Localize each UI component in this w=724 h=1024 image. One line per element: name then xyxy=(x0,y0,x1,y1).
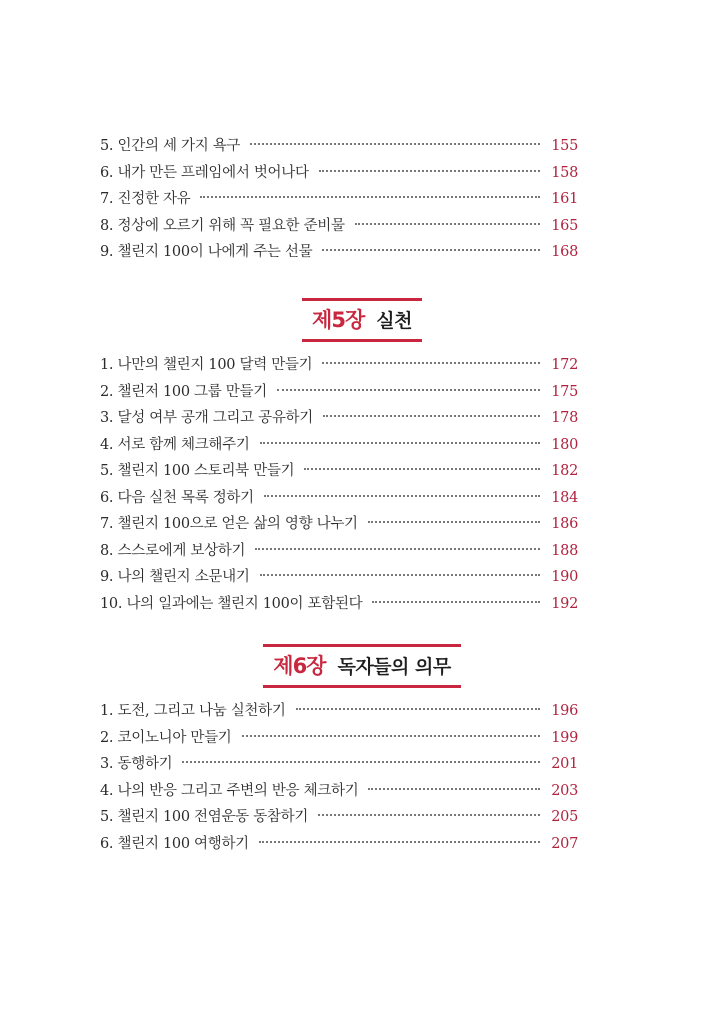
toc-entry-title: 8. 정상에 오르기 위해 꼭 필요한 준비물 xyxy=(100,217,345,234)
toc-entry-page: 207 xyxy=(551,835,578,852)
dot-leader xyxy=(260,442,540,444)
toc-entry-title: 4. 나의 반응 그리고 주변의 반응 체크하기 xyxy=(100,782,359,799)
dot-leader xyxy=(250,143,540,145)
chapter-title: 독자들의 의무 xyxy=(337,655,451,678)
toc-entry-page: 205 xyxy=(551,809,578,825)
toc-entry-title: 8. 스스로에게 보상하기 xyxy=(100,542,246,559)
toc-entry[interactable] xyxy=(100,591,578,618)
dot-leader xyxy=(277,389,540,391)
dot-leader xyxy=(296,708,540,710)
toc-entry-title: 3. 동행하기 xyxy=(100,756,173,772)
dot-leader xyxy=(182,761,540,763)
toc-entry-title: 10. 나의 일과에는 챌린지 100이 포함된다 xyxy=(100,595,363,612)
toc-entry-title: 6. 내가 만든 프레임에서 벗어나다 xyxy=(100,164,309,181)
chapter-number: 제5장 xyxy=(312,308,365,332)
toc-entry-page: 178 xyxy=(551,410,578,426)
dot-leader xyxy=(368,788,540,790)
toc-entry-title: 9. 나의 챌린지 소문내기 xyxy=(100,569,250,585)
toc-entry-page: 155 xyxy=(551,138,578,154)
toc-entry-page: 180 xyxy=(551,436,578,453)
toc-entry[interactable] xyxy=(100,511,578,538)
dot-leader xyxy=(372,601,540,603)
dot-leader xyxy=(264,495,540,497)
toc-entry-title: 2. 코이노니아 만들기 xyxy=(100,729,232,746)
toc-entry-title: 5. 챌린지 100 전염운동 동참하기 xyxy=(100,809,309,825)
dot-leader xyxy=(242,735,540,737)
dot-leader xyxy=(323,415,540,417)
toc-entry-page: 158 xyxy=(551,164,578,181)
toc-entry[interactable] xyxy=(100,432,578,459)
toc-entry[interactable] xyxy=(100,725,578,752)
toc-entry[interactable] xyxy=(100,160,578,187)
toc-entry-title: 2. 챌린저 100 그룹 만들기 xyxy=(100,383,267,400)
dot-leader xyxy=(259,841,540,843)
toc-entry-page: 172 xyxy=(551,357,578,373)
toc-entry-page: 188 xyxy=(551,542,578,559)
toc-entry-page: 168 xyxy=(551,244,578,260)
toc-entry-title: 7. 챌린지 100으로 얻은 삶의 영향 나누기 xyxy=(100,516,358,532)
toc-entry-page: 165 xyxy=(551,217,578,234)
toc-entry[interactable] xyxy=(100,213,578,240)
toc-entry-title: 5. 인간의 세 가지 욕구 xyxy=(100,138,241,154)
chapter-heading-box xyxy=(302,304,422,337)
toc-section-continued xyxy=(100,133,578,266)
toc-entry-page: 184 xyxy=(551,489,578,506)
toc-entry-page: 161 xyxy=(551,191,578,207)
dot-leader xyxy=(318,814,540,816)
dot-leader xyxy=(260,574,540,576)
chapter-number: 제6장 xyxy=(273,654,326,678)
toc-entry[interactable] xyxy=(100,778,578,805)
toc-entry-title: 9. 챌린지 100이 나에게 주는 선물 xyxy=(100,244,313,260)
toc-entry[interactable] xyxy=(100,352,578,379)
toc-entry-title: 7. 진정한 자유 xyxy=(100,191,191,207)
toc-entry[interactable] xyxy=(100,698,578,725)
toc-entry-page: 186 xyxy=(551,516,578,532)
dot-leader xyxy=(322,362,540,364)
toc-entry-page: 190 xyxy=(551,569,578,585)
toc-entry[interactable] xyxy=(100,564,578,591)
toc-entry-page: 182 xyxy=(551,463,578,479)
toc-entry-page: 196 xyxy=(551,703,578,719)
toc-entry[interactable] xyxy=(100,485,578,512)
chapter-title: 실천 xyxy=(376,309,412,332)
toc-entry-title: 3. 달성 여부 공개 그리고 공유하기 xyxy=(100,410,313,426)
dot-leader xyxy=(255,548,540,550)
toc-entry[interactable] xyxy=(100,186,578,213)
toc-entry[interactable] xyxy=(100,538,578,565)
chapter-heading-box xyxy=(263,650,460,683)
dot-leader xyxy=(322,249,540,251)
dot-leader xyxy=(368,521,540,523)
toc-entry[interactable] xyxy=(100,239,578,266)
chapter-6-heading xyxy=(0,650,724,683)
toc-entry[interactable] xyxy=(100,831,578,858)
toc-entry-title: 1. 나만의 챌린지 100 달력 만들기 xyxy=(100,357,313,373)
dot-leader xyxy=(304,468,540,470)
dot-leader xyxy=(319,170,540,172)
toc-entry-title: 6. 챌린지 100 여행하기 xyxy=(100,835,249,852)
toc-entry-page: 175 xyxy=(551,383,578,400)
toc-entry[interactable] xyxy=(100,379,578,406)
toc-entry-title: 4. 서로 함께 체크해주기 xyxy=(100,436,250,453)
toc-entry-title: 1. 도전, 그리고 나눔 실천하기 xyxy=(100,703,286,719)
toc-entry[interactable] xyxy=(100,405,578,432)
toc-entry[interactable] xyxy=(100,458,578,485)
toc-entry[interactable] xyxy=(100,751,578,778)
toc-entry[interactable] xyxy=(100,804,578,831)
toc-entry-title: 6. 다음 실천 목록 정하기 xyxy=(100,489,254,506)
dot-leader xyxy=(355,223,540,225)
dot-leader xyxy=(200,196,540,198)
toc-entry-title: 5. 챌린지 100 스토리북 만들기 xyxy=(100,463,295,479)
toc-entry-page: 199 xyxy=(551,729,578,746)
toc-entry-page: 203 xyxy=(551,782,578,799)
chapter-5-heading xyxy=(0,304,724,337)
toc-chapter-6 xyxy=(100,698,578,857)
toc-entry-page: 201 xyxy=(551,756,578,772)
toc-chapter-5 xyxy=(100,352,578,617)
toc-entry[interactable] xyxy=(100,133,578,160)
toc-entry-page: 192 xyxy=(551,595,578,612)
